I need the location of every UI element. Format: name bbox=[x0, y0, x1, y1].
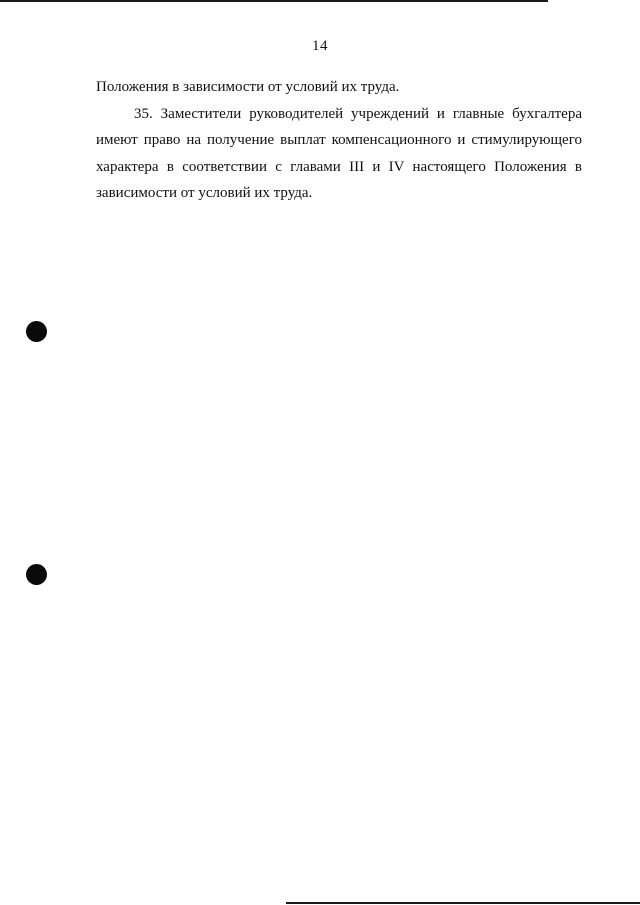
punch-hole-icon bbox=[26, 321, 47, 342]
scan-edge-top bbox=[0, 0, 548, 2]
body-text bbox=[96, 74, 582, 207]
paragraph-35-line: имеют право на получение выплат компенсационного и стимулирующего bbox=[96, 132, 582, 148]
page-number: 14 bbox=[312, 38, 328, 54]
paragraph-35-line: зависимости от условий их труда. bbox=[96, 185, 313, 201]
paragraph-35-line: характера в соответствии с главами III и IV настоящего Положения в bbox=[96, 158, 582, 175]
text-line: Положения в зависимости от условий их труда. bbox=[96, 79, 400, 95]
paragraph-35-line: 35. Заместители руководителей учреждений и главные бухгалтера bbox=[134, 105, 582, 122]
scan-edge-bottom bbox=[286, 902, 640, 904]
punch-hole-icon bbox=[26, 564, 47, 585]
